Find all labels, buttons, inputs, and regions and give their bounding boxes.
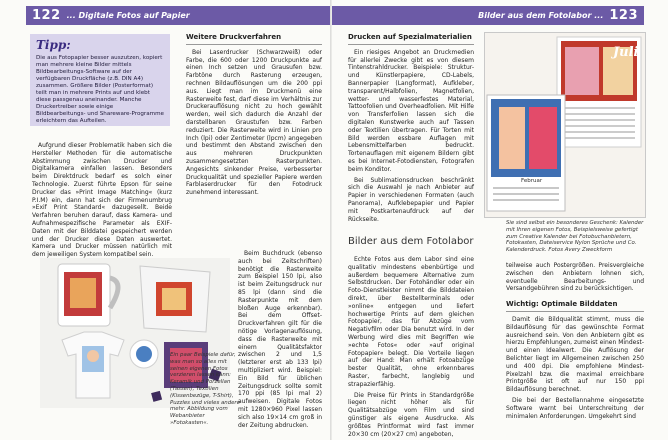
calendar-image [485,33,645,217]
right-col2-heading: Wichtig: Optimale Bilddaten [506,301,644,312]
right-col1-heading: Drucken auf Spezialmaterialien [348,34,474,45]
right-column-1 [348,34,474,226]
calendar-lower-month: Februar [521,178,543,184]
left-column-2 [186,34,322,200]
left-column-1 [32,142,172,262]
calendar-caption: Sie sind selbst ein besonderes Geschenk: Kalender mit Ihren eigenen Fotos, Beispielsweise gefertigt zum Creative Kalender bei Fotobuchanbietern, Fotokasten, Dateiservice Nylon Sprüche und Co. Kalenderdruck. Fotos Avery Zweckform [506,220,644,254]
left-column-2-lower [238,250,322,432]
left-page-header [26,6,332,25]
left-section-title: ... Digitale Fotos auf Papier [66,11,190,20]
calendar-photo [484,32,646,218]
right-col1-paragraph-4: Die Preise für Prints in Standardgröße liegen nicht höher als für Qualitätsabzüge vom Film und sind günstiger als eigene Ausdrucke. Als größtes Printformat wird fast immer 20×30 cm (20×27 cm) angeboten, [348,391,474,438]
right-col1-paragraph-2: Bei Sublimationsdrucken beschränkt sich die Auswahl je nach Anbieter auf Papier in verschiedenen Formaten (auch Panorama), Aufklebepapier und Papier mit Postkartenaufdruck auf der Rückseite. [348,176,474,223]
calendar-month-label: Juli [613,45,639,60]
right-page-header [332,6,644,25]
right-col2-paragraph-2: Damit die Bildqualität stimmt, muss die Bildauflösung für das gewünschte Format ausreichend sein. Von den Anbietern gibt es hierzu Empfehlungen, zumeist einen Mindest- und einen Idealwert. Die Auflösung der Belichter liegt im Allgemeinen zwischen 250 und 400 dpi. Die empfohlene Mindest-Pixelzahl bzw. die maximal erreichbare Printgröße ist oft auf nur 150 ppi Bildauflösung berechnet. [506,315,644,394]
right-column-2 [506,262,644,423]
left-col2-paragraph-1: Bei Laserdrucker (Schwarzweiß) oder Farbe, die 600 oder 1200 Druckpunkte auf einen Inch setzen und Grausufen bzw. Farbtöne durch Rasterung erzeugen, rechnen Bildauflösungen um die 200 ppi aus. Liegt man im Druckmenü eine Rasterweite fest, darf diese im Verhältnis zur Druckerauflösung nicht zu hoch gewählt werden, weil sich dadurch die Anzahl der darstellbaren Graustufen bzw. Farben reduziert. Die Rasterweite wird in Linien pro Inch (lpi) oder Zentimeter (lpcm) angegeben und bestimmt den Abstand zwischen den aus mehreren Druckpunkten zusammengesetzten Rasterpunkten. Angesichts sinkender Preise, verbesserter Druckqualität und spezieller Papiere werden Farblaserdrucker für den Fotodruck zunehmend interessant. [186,48,322,197]
left-col1-paragraph: Aufgrund dieser Problematik haben sich die Hersteller Methoden für die automatische Abstimmung zwischen Drucker und Digitalkamera einfallen lassen. Besonders beim Direktdruck bedarf es solch einer Technologie. Zuerst führte Epson für seine Drucker das »Print Image Matching« (kurz P.I.M) ein, dann hat sich der Firmenumbrug »Exif Print Standard« dazugesellt. Beide Verfahren beruhen darauf, dass Kamera- und Aufnahmespezifische Parameter als EXIF-Daten mit der Bilddatei gespeichert werden und der Drucker diese Daten auswertet. Kamera und Drucker müssen natürlich mit dem jeweiligen System kompatibel sein. [32,142,172,259]
fotolabor-heading: Bilder aus dem Fotolabor [348,236,474,247]
left-page-number: 122 [32,8,61,23]
right-col1-paragraph-3: Echte Fotos aus dem Labor sind eine qualitativ mindestens ebenbürtige und außerdem bequemere Alternative zum Selbstdrucken. Der Fotohändler oder ein Foto-Dienstleister nimmt die Bilddateien direkt, über Bestellterminals oder »online« entgegen und liefert hochwertige Prints auf dem gleichen Fotopapier, das für Abzüge vom Negativfilm oder Dia benutzt wird. In der Werbung wird dies mit Begriffen wie »echte Fotos« oder »auf original Fotopapier« belegt. Die Vorteile liegen auf der Hand: Man erhält Fotoabzüge bester Qualität, ohne erkennbares Raster, farbecht, langlebig und strapazierfähig. [348,256,474,388]
tip-title: Tipp: [36,38,71,52]
tip-box [30,34,170,126]
right-col2-paragraph-1: teilweise auch Postergrößen. Preisvergleiche zwischen den Anbietern lohnen sich, eventuelle Bearbeitungs- und Versandgebühren sind zu berücksichtigen. [506,262,644,293]
left-photo-caption: Ein paar Beispiele dafür, was man so alles mit seinen eigenen Fotos verzieren lassen kann: Keramik und Porzellan (Tassen), Textilien (Kissenbezüge, T-Shirt), Puzzles und vieles andere mehr. Abbildung vom Webanbieter »Fotokasten«. [170,352,240,426]
right-page [332,0,668,440]
right-column-1-lower [348,256,474,440]
left-col2-paragraph-2: Beim Buchdruck (ebenso auch bei Zeitschriften) benötigt die Rasterweite zum Beispiel 150 lpi, also ist beim Zeitungsdruck nur 85 lpi (dann sind die Rasterpunkte mit dem bloßen Auge erkennbar). Bei dem Offset-Druckverfahren gilt für die nötige Vorlagenauflösung, dass die Rasterweite mit einem Qualitätsfaktor zwischen 2 und 1,5 (letzterer erst ab 133 lpi) multipliziert wird. Beispiel: Ein Bild für üblichen Zeitungsdruck sollte somit 170 ppi (85 lpi mal 2) aufweisen. Digitale Fotos mit 1280×960 Pixel lassen sich also 19×14 cm groß in der Zeitung abdrucken. [238,250,322,429]
tip-text: Die aus Fotopapier besser auszutzen, kopiert man mehrere kleine Bilder mittels Bildbearbeitungs-Software auf der verfügbaren Druckfläche (z.B. DIN A4) zusammen. Größere Bilder (Posterformat) teilt man in mehrere Prints auf und klebt diese passgenau aneinander. Manche Druckertreiber sowie einige Bildbearbeitungs- und Shareware-Programme erleichtern das Aufteilen. [36,55,165,124]
right-section-title: Bilder aus dem Fotolabor ... [478,11,604,20]
right-page-number: 123 [609,8,638,23]
right-col1-paragraph-1: Ein riesiges Angebot an Druckmedien für allerlei Zwecke gibt es von diesem Tintenstrahldrucker. Beispiele: Struktur- und Künstlerpapiere, CD-Labels, Bannerpapier (Langformat), Aufkleber, transparent/Halbfolien, Magnetfolien, wetter- und wasserfestes Material, Tattoofolien und Overheadfolien. Mit Hilfe von Transferfolien lassen sich die digitalen Kunstwerke auch auf Tassen oder Textilien übertragen. Für Torten mit Bild werden essbare Auflagen mit Lebensmittelfarben bedruckt. Tortenauflagen mit eigenem Bildern gibt es bei Internet-Fotodiensten, Fotografen beim Konditor. [348,48,474,173]
right-col2-paragraph-3: Die bei der Bestellannahme eingesetzte Software warnt bei Unterschreitung der minimalen Anforderungen. Umgekehrt sind [506,396,644,420]
left-col2-heading: Weitere Druckverfahren [186,34,322,45]
left-page [0,0,332,440]
